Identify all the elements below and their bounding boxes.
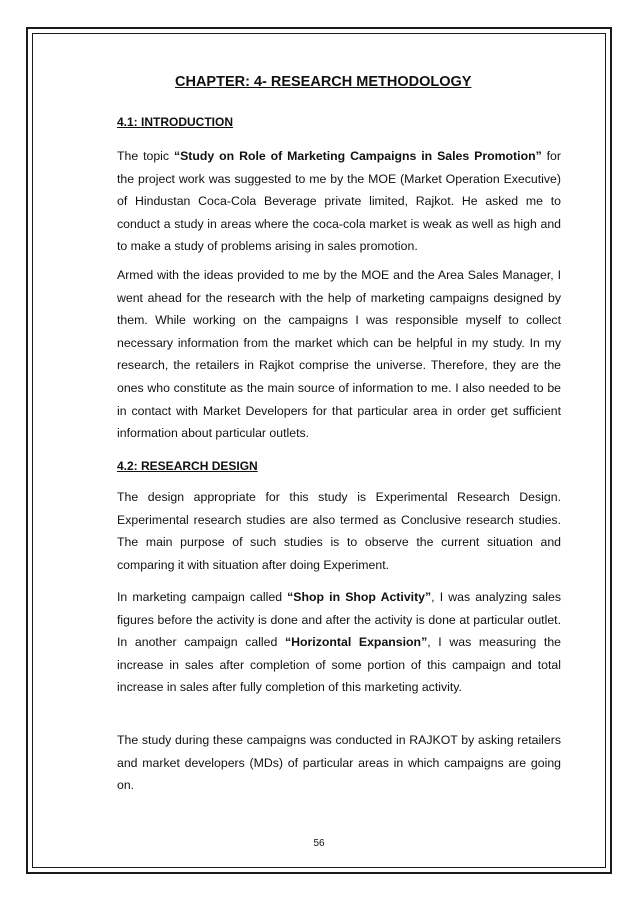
chapter-title: CHAPTER: 4- RESEARCH METHODOLOGY [175,74,472,90]
intro-p1-text-c: for the project work was suggested to me by the MOE (Market Operation Executive) of Hindustan Coca-Cola Beverage private limited, Rajkot. He asked me to conduct a study in areas where the coca-cola market is weak as well as high and to make a study of problems arising in sales promotion. [117,149,561,254]
design-p2-campaign-2: “Horizontal Expansion” [284,635,428,650]
page-number: 56 [313,838,325,849]
design-paragraph-2 [117,586,561,699]
intro-p1-text-a: The topic [117,149,174,163]
section-heading-introduction: 4.1: INTRODUCTION [117,115,234,129]
design-p2-campaign-1: “Shop in Shop Activity” [287,590,432,604]
design-p2-text-c: , I was analyzing sales figures before the activity is done and after the activity is done at particular outlet. In another campaign called [117,590,561,650]
design-paragraph-3: The study during these campaigns was conducted in RAJKOT by asking retailers and market developers (MDs) of particular areas in which campaigns are going on. [117,733,561,793]
intro-paragraph-1 [117,145,561,258]
section-heading-research-design: 4.2: RESEARCH DESIGN [117,459,258,473]
intro-p1-topic-title: “Study on Role of Marketing Campaigns in Sales Promotion” [173,149,542,163]
design-paragraph-1: The design appropriate for this study is Experimental Research Design. Experimental research studies are also termed as Conclusive research studies. The main purpose of such studies is to observe the current situation and comparing it with situation after doing Experiment. [117,490,561,572]
design-p2-text-e: , I was measuring the increase in sales after completion of some portion of this campaign and total increase in sales after fully completion of this marketing activity. [117,635,562,695]
design-p2-text-a: In marketing campaign called [117,590,288,604]
intro-paragraph-2: Armed with the ideas provided to me by the MOE and the Area Sales Manager, I went ahead for the research with the help of marketing campaigns designed by them. While working on the campaigns I was responsible myself to collect necessary information from the market which can be helpful in my study. In my research, the retailers in Rajkot comprise the universe. Therefore, they are the ones who constitute as the main source of information to me. I also needed to be in contact with Market Developers for that particular area in order get sufficient information about particular outlets. [117,268,561,441]
